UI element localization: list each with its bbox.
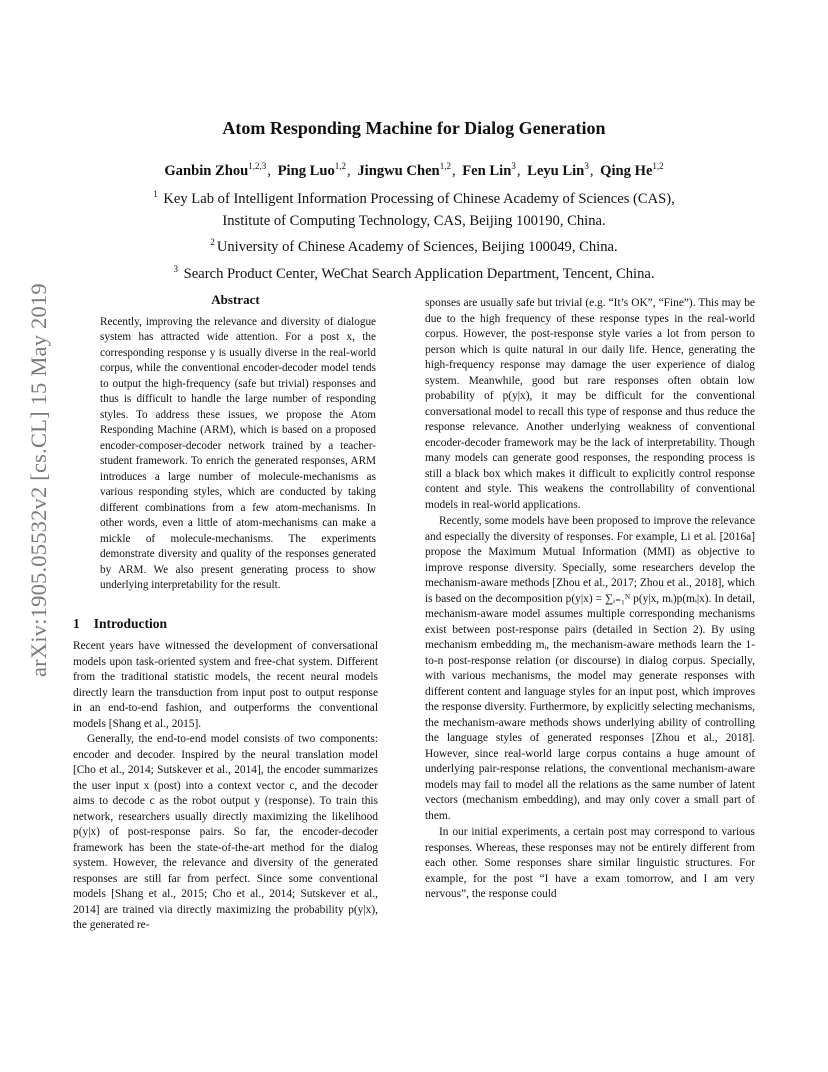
author: Ping Luo$^{1,2}$ (277, 161, 347, 179)
author: Qing He$^{1,2}$ (600, 161, 664, 179)
author-list: Ganbin Zhou$^{1,2,3}$, Ping Luo$^{1,2}$, Jingwu Chen$^{1,2}$, Fen Lin$^3$, Leyu Lin$^3$, Qing He$^{1,2}$ (164, 161, 664, 179)
paragraph: Recently, some models have been proposed to improve the relevance and especially the diversity of responses. For example, Li et al. [2016a] propose the Maximum Mutual Information (MMI) as objective to improve response diversity. Specially, some researchers develop the mechanism-aware methods [Zhou et al., 2017; Zhou et al., 2018], which is based on the decomposition p(y|x) = ∑ᵢ₌₁ᴺ p(y|x, mᵢ)p(mᵢ|x). In detail, mechanism-aware model assumes multiple corresponding mechanisms exist between post-response pairs (detailed in Section 2). By using mechanism embedding mᵢ, the mechanism-aware methods learn the 1-to-n post-response relation (or discourse) in dialog corpus. Specially, with various mechanisms, the model may generate responses with different content and language styles for an input post, which improves the response diversity. Furthermore, by explicitly selecting mechanisms, the mechanism-aware methods shows underlying ability of controlling the language styles of generated responses [Zhou et al., 2018]. However, since real-world large corpus contains a huge amount of underlying pair-response relations, the conventional mechanism-aware models may fail to model all the relations as the same number of latent vectors (mechanism embedding), and may only cover a small part of them. (425, 515, 755, 822)
left-column (73, 292, 378, 934)
arxiv-identifier: arXiv:1905.05532v2 [cs.CL] 15 May 2019 (26, 283, 51, 678)
paper-title: Atom Responding Machine for Dialog Generation (222, 118, 606, 138)
right-column (425, 296, 755, 904)
section-heading: 1 Introduction (73, 615, 168, 631)
affiliation: $^2$ University of Chinese Academy of Sciences, Beijing 100049, China. (210, 237, 618, 255)
author: Leyu Lin$^3$ (527, 161, 589, 179)
paragraph: Recent years have witnessed the development of conversational models upon task-oriented system and free-chat system. Different from the traditional statistic models, the recent neural models directly learn the transduction from input post to output response in an end-to-end fashion, and outperforms the conventional models [Shang et al., 2015]. (73, 640, 378, 730)
author: Jingwu Chen$^{1,2}$ (357, 161, 451, 179)
affiliation: $^3$ Search Product Center, WeChat Search Application Department, Tencent, China. (173, 263, 655, 282)
paragraph: sponses are usually safe but trivial (e.g. “It’s OK”, “Fine”). This may be due to the high frequency of these response types in the real-world corpus. However, the post-response style varies a lot from person to person which is quite natural in our daily life. Hence, generating the high-frequency response may damage the user experience of dialog system. Meanwhile, good but rare responses often obtain low probability of p(y|x), it may be difficult for the conventional conversational model to recall this type of response and thus reduce the response relevance. Another underlying weakness of conventional encoder-decoder framework may be the lack of interpretability. Though many models can generate good responses, the responding process is still a black box which makes it difficult to explicitly control response content and style. This weakens the controllability of conventional models in real-world applications. (425, 297, 755, 511)
paragraph: Generally, the end-to-end model consists of two components: encoder and decoder. Inspired by the neural translation model [Cho et al., 2014; Sutskever et al., 2014], the encoder summarizes the user input x (post) into a context vector c, and the decoder aims to decode c as the robot output y (response). To train this network, researchers usually directly maximizing the likelihood p(y|x) of post-response pairs. So far, the encoder-decoder framework has been the state-of-the-art method for the dialog system. However, the relevance and diversity of the generated responses are still far from perfect. Since some conventional models [Shang et al., 2015; Cho et al., 2014; Sutskever et al., 2014] are trained via directly maximizing the probability p(y|x), the generated re- (73, 733, 378, 931)
abstract-text: Recently, improving the relevance and diversity of dialogue system has attracted wide attention. For a post x, the corresponding response y is usually diverse in the real-world corpus, while the conventional encoder-decoder model tends to output the high-frequency (safe but trivial) responses and thus is difficult to handle the large number of responding styles. To address these issues, we propose the Atom Responding Machine (ARM), which is based on a proposed encoder-composer-decoder network trained by a teacher-student framework. To enrich the generated responses, ARM introduces a large number of molecule-mechanisms as various responding styles, which are conducted by taking different combinations from a few atom-mechanisms. In other words, even a little of atom-mechanisms can make a mickle of molecule-mechanisms. The experiments demonstrate diversity and quality of the responses generated by ARM. We also present generating process to show underlying interpretability for the result. (100, 315, 376, 591)
affiliations (0, 184, 828, 285)
author: Ganbin Zhou$^{1,2,3}$ (164, 161, 267, 179)
paragraph: In our initial experiments, a certain post may correspond to various responses. Whereas, these responses may not be entirely different from each other. Some responses share similar linguistic structures. For example, for the post “I have a exam tomorrow, and I am very nervous”, the response could (425, 826, 755, 900)
abstract-heading: Abstract (211, 292, 260, 307)
affiliation: $^1$ Key Lab of Intelligent Information Processing of Chinese Academy of Sciences (CAS), (153, 189, 675, 207)
author: Fen Lin$^3$ (462, 161, 516, 179)
affiliation: Institute of Computing Technology, CAS, Beijing 100190, China. (222, 212, 606, 229)
